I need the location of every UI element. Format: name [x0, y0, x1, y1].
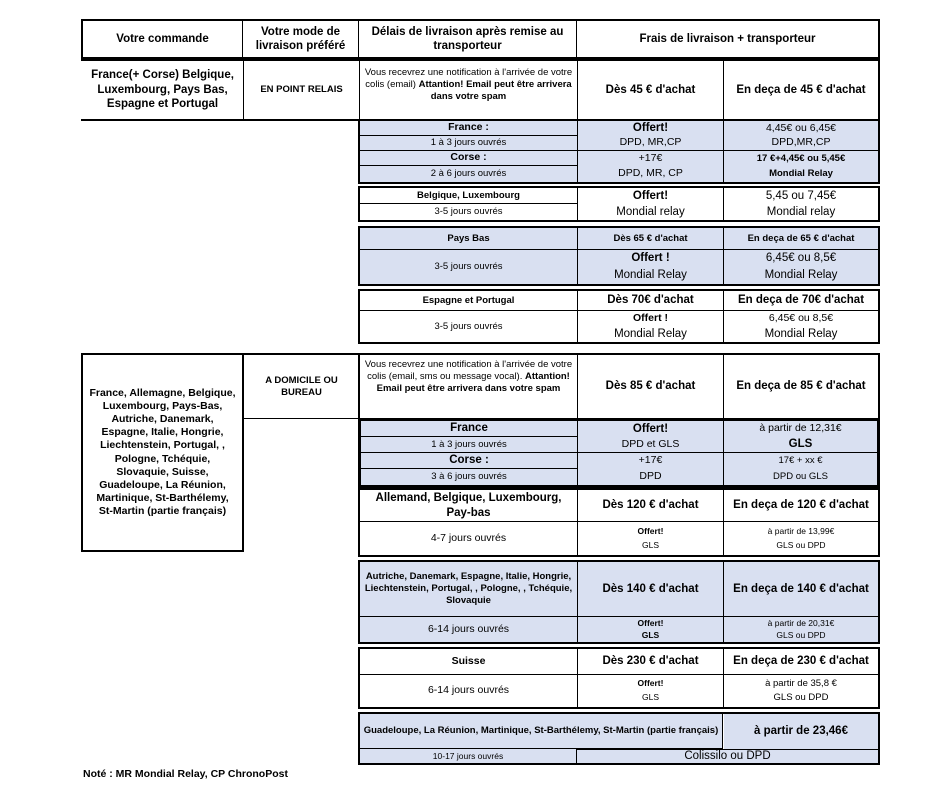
relay-france-label: France : — [360, 121, 577, 136]
home-ch-below: En deça de 230 € d'achat — [724, 649, 878, 675]
home-grp1-price-carriers: GLS ou DPD — [776, 540, 826, 551]
home-threshold: Dès 85 € d'achat — [605, 380, 696, 393]
home-france-price-carriers: GLS — [724, 437, 877, 453]
home-dom-price: à partir de 23,46€ — [724, 714, 878, 749]
relay-corse-free: +17€ — [578, 151, 723, 166]
header-delay: Délais de livraison après remise au transporteur — [359, 21, 577, 57]
home-grp2-free: Offert! — [578, 617, 723, 629]
home-corse-free-carriers: DPD — [578, 469, 723, 485]
home-right-border — [878, 353, 880, 419]
home-grp2-price-carriers: GLS ou DPD — [724, 629, 878, 642]
relay-belux-price-carriers: Mondial relay — [766, 205, 836, 218]
relay-belux-free-carriers: Mondial relay — [616, 205, 685, 218]
home-grp2-price: à partir de 20,31€ — [724, 617, 878, 629]
home-ch-threshold: Dès 230 € d'achat — [578, 649, 723, 675]
relay-corse-free-carriers: DPD, MR, CP — [578, 166, 723, 182]
relay-notice-text: Vous recevrez une notification à l'arrivée de votre colis (email) — [364, 67, 573, 90]
home-notice-warning: Attantion! Email peut être arrivera dans votre spam — [376, 370, 570, 394]
relay-belux-price: 5,45 ou 7,45€ — [765, 189, 837, 202]
home-corse-label: Corse : — [361, 453, 577, 469]
relay-notice-warning: Attantion! Email peut être arrivera dans votre spam — [418, 78, 572, 102]
relay-right-border — [878, 59, 880, 121]
relay-threshold: Dès 45 € d'achat — [605, 83, 696, 96]
header-order: Votre commande — [83, 21, 243, 57]
home-grp1-free: Offert! — [637, 526, 664, 537]
relay-esp-price-carriers: Mondial Relay — [764, 327, 838, 340]
home-france-label: France — [361, 421, 577, 437]
relay-esp-threshold: Dès 70€ d'achat — [578, 291, 723, 311]
relay-corse-price: 17 €+4,45€ ou 5,45€ — [724, 151, 878, 166]
home-below: En deça de 85 € d'achat — [736, 380, 866, 393]
relay-nl-threshold: Dès 65 € d'achat — [578, 228, 723, 250]
home-dom-label: Guadeloupe, La Réunion, Martinique, St-Barthélemy, St-Martin (partie français) — [360, 714, 723, 749]
relay-corse-delay: 2 à 6 jours ouvrés — [360, 166, 577, 182]
home-ch-free: Offert! — [637, 678, 664, 689]
home-corse-price: 17€ + xx € — [724, 453, 877, 469]
relay-nl-free: Offert ! — [578, 250, 723, 267]
relay-france-delay: 1 à 3 jours ouvrés — [360, 136, 577, 151]
relay-mode: EN POINT RELAIS — [260, 84, 343, 96]
home-grp2-delay: 6-14 jours ouvrés — [360, 617, 577, 642]
header-mode: Votre mode de livraison préféré — [243, 21, 359, 57]
home-grp2-threshold: Dès 140 € d'achat — [578, 562, 723, 617]
relay-nl-price-carriers: Mondial Relay — [724, 267, 878, 284]
relay-france-free: Offert! — [578, 121, 723, 136]
relay-notice — [360, 61, 577, 119]
home-france-free-carriers: DPD et GLS — [578, 437, 723, 453]
home-corse-delay: 3 à 6 jours ouvrés — [361, 469, 577, 485]
relay-esp-free: Offert ! — [633, 311, 668, 324]
home-grp1-delay: 4-7 jours ouvrés — [430, 531, 507, 544]
home-notice — [360, 355, 577, 418]
relay-esp-free-carriers: Mondial Relay — [614, 327, 687, 340]
home-france-free: Offert! — [578, 421, 723, 437]
home-grp1-threshold: Dès 120 € d'achat — [578, 490, 723, 522]
relay-nl-free-carriers: Mondial Relay — [578, 267, 723, 284]
home-france-delay: 1 à 3 jours ouvrés — [361, 437, 577, 453]
home-notice-text: Vous recevrez une notification à l'arrivée de votre colis (email, sms ou message vocal). — [364, 359, 573, 382]
relay-france-price-carriers: DPD,MR,CP — [724, 136, 878, 151]
relay-france-price: 4,45€ ou 6,45€ — [724, 121, 878, 136]
relay-nl-label: Pays Bas — [360, 228, 577, 250]
home-grp2-free-carriers: GLS — [578, 629, 723, 642]
home-corse-free: +17€ — [578, 453, 723, 469]
home-dom-delay: 10-17 jours ouvrés — [360, 749, 577, 763]
home-mode: A DOMICILE OU BUREAU — [265, 375, 338, 398]
relay-esp-below: En deça de 70€ d'achat — [724, 291, 878, 311]
home-ch-delay: 6-14 jours ouvrés — [427, 684, 510, 697]
home-grp1-price: à partir de 13,99€ — [767, 526, 835, 537]
home-grp1-free-carriers: GLS — [641, 540, 659, 551]
home-ch-free-carriers: GLS — [641, 692, 659, 703]
relay-belux-delay: 3-5 jours ouvrés — [434, 206, 503, 218]
relay-nl-price: 6,45€ ou 8,5€ — [724, 250, 878, 267]
relay-esp-delay: 3-5 jours ouvrés — [434, 320, 503, 332]
home-mid-border — [244, 418, 358, 419]
home-grp2-label: Autriche, Danemark, Espagne, Italie, Hongrie, Liechtenstein, Portugal, , Pologne, , Tchéquie, Slovaquie — [360, 562, 577, 617]
relay-below: En deça de 45 € d'achat — [736, 83, 866, 96]
home-ch-price-carriers: GLS ou DPD — [773, 691, 829, 703]
relay-belux-free: Offert! — [632, 189, 669, 202]
relay-nl-below: En deça de 65 € d'achat — [724, 228, 878, 250]
relay-nl-delay: 3-5 jours ouvrés — [360, 250, 577, 284]
home-grp2-below: En deça de 140 € d'achat — [724, 562, 878, 617]
header-fees: Frais de livraison + transporteur — [639, 32, 816, 45]
relay-esp-label: Espagne et Portugal — [360, 291, 577, 311]
home-france-price: à partir de 12,31€ — [724, 421, 877, 437]
relay-countries: France(+ Corse) Belgique, Luxembourg, Pays Bas, Espagne et Portugal — [91, 69, 234, 111]
home-ch-price: à partir de 35,8 € — [765, 677, 837, 689]
home-countries: France, Allemagne, Belgique, Luxembourg, Pays-Bas, Autriche, Danemark, Espagne, Italie, Hongrie, Liechtenstein, Portugal, , Pologne, Tchéquie, Slovaquie, Suisse, Guadeloupe, La Réunion, Martinique, St-Barthélemy, St-Martin (partie français) — [89, 386, 236, 517]
relay-corse-price-carriers: Mondial Relay — [724, 166, 878, 182]
relay-france-free-carriers: DPD, MR,CP — [578, 136, 723, 151]
home-grp1-below: En deça de 120 € d'achat — [724, 490, 878, 522]
home-corse-price-carriers: DPD ou GLS — [724, 469, 877, 485]
home-ch-label: Suisse — [360, 649, 577, 675]
home-grp1-label: Allemand, Belgique, Luxembourg, Pay-bas — [360, 490, 577, 522]
relay-esp-price: 6,45€ ou 8,5€ — [768, 311, 834, 324]
relay-corse-label: Corse : — [360, 151, 577, 166]
footnote: Noté : MR Mondial Relay, CP ChronoPost — [83, 768, 288, 780]
relay-belux-label: Belgique, Luxembourg — [360, 188, 577, 204]
home-dom-carriers: Colissilo ou DPD — [577, 749, 878, 763]
